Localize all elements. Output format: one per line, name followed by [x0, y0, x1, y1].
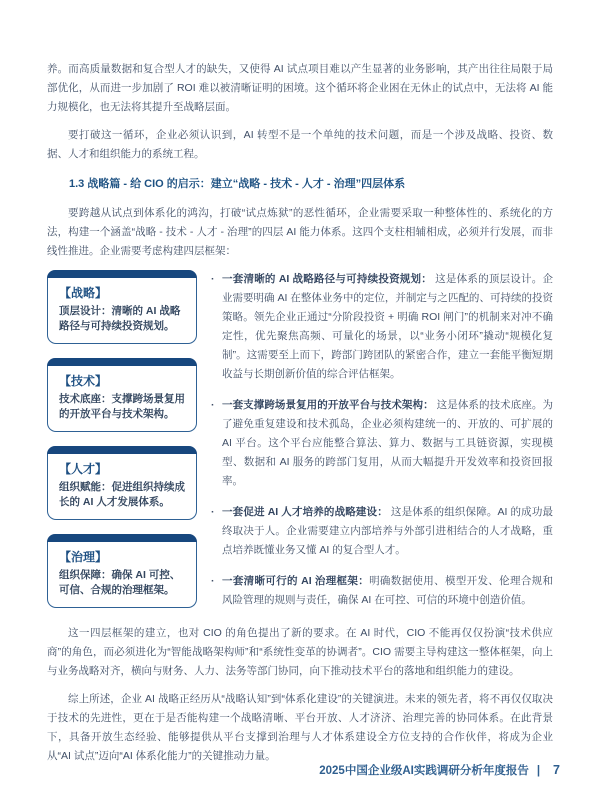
bullet-text [222, 503, 553, 560]
box-title: 【技术】 [59, 374, 108, 388]
bullet-marker: · [211, 399, 215, 411]
bullet-lead: 一套清晰可行的 AI 治理框架： [222, 575, 370, 587]
box-body [47, 278, 197, 344]
bullet-marker: · [211, 273, 215, 285]
box-description: 顶层设计：清晰的 AI 战略路径与可持续投资规划。 [59, 305, 181, 332]
footer-report-title: 2025中国企业级AI实践调研分析年度报告 [319, 765, 529, 777]
framework-diagram [47, 270, 553, 610]
box-top-bar [47, 270, 197, 278]
bullet-body: 这是体系的组织保障。AI 的成功最终取决于人。企业需要建立内部培养与外部引进相结合的人才战略，重点培养既懂业务又懂 AI 的复合型人才。 [222, 506, 553, 556]
box-body [47, 454, 197, 520]
bullet-body: 这是体系的技术底座。为了避免重复建设和技术孤岛，企业必须构建统一的、开放的、可扩展的 AI 平台。这个平台应能整合算法、算力、数据与工具链资源，实现模型、数据和 AI 服务的跨部门复用，从而大幅提升开发效率和投资回报率。 [222, 399, 554, 487]
box-body [47, 542, 197, 608]
box-description: 技术底座：支撑跨场景复用的开放平台与技术架构。 [59, 393, 185, 420]
footer-page-number: 7 [553, 763, 560, 777]
box-top-bar [47, 534, 197, 542]
bullet-body: 明确数据使用、模型开发、伦理合规和风险管理的规则与责任，确保 AI 在可控、可信的环境中创造价值。 [222, 575, 553, 606]
box-top-bar [47, 446, 197, 454]
section-heading: 1.3 战略篇 - 给 CIO 的启示：建立“战略 - 技术 - 人才 - 治理”四层体系 [69, 178, 406, 190]
paragraph-cio-role: 这一四层框架的建立，也对 CIO 的角色提出了新的要求。在 AI 时代，CIO 不能再仅仅扮演“技术供应商”的角色，而必须进化为“智能战略架构师”和“系统性变革的协调者”。CIO 需要主导构建这一整体框架，向上与业务战略对齐，横向与财务、人力、法务等部门协同，向下推动技术平台的落地和组织能力的建设。 [47, 627, 553, 677]
paragraph-break-cycle: 要打破这一循环，企业必须认识到，AI 转型不是一个单纯的技术问题，而是一个涉及战略、投资、数据、人才和组织能力的系统工程。 [47, 129, 553, 160]
paragraph-conclusion: 综上所述，企业 AI 战略正经历从“战略认知”到“体系化建设”的关键演进。未来的领先者，将不再仅仅取决于技术的先进性，更在于是否能构建一个战略清晰、平台开放、人才济济、治理完善的协同体系。在此背景下，具备开放生态经验、能够提供从平台支撑到治理与人才体系建设全方位支持的合作伙伴，将成为企业从“AI 试点”迈向“AI 体系化能力”的关键推动力量。 [47, 693, 553, 762]
page-footer [319, 762, 560, 779]
framework-box-strategy [47, 270, 197, 344]
framework-boxes [47, 270, 197, 610]
paragraph-bridge: 要跨越从试点到体系化的鸿沟，打破“试点炼狱”的恶性循环，企业需要采取一种整体性的、系统化的方法，构建一个涵盖“战略 - 技术 - 人才 - 治理”的四层 AI 能力体系。这四个支柱相辅相成，必须并行发展，而非线性推进。企业需要考虑构建四层框架： [47, 207, 553, 257]
bullet-text [222, 270, 553, 384]
bullet-text [222, 572, 553, 610]
bullet-item-technology [211, 396, 553, 491]
bullet-marker: · [211, 506, 215, 518]
framework-bullets [211, 270, 553, 610]
bullet-item-governance [211, 572, 553, 610]
box-body [47, 366, 197, 432]
bullet-lead: 一套促进 AI 人才培养的战略建设： [222, 506, 388, 518]
box-description: 组织保障：确保 AI 可控、可信、合规的治理框架。 [59, 569, 181, 596]
bullet-lead: 一套清晰的 AI 战略路径与可持续投资规划： [222, 273, 433, 285]
box-top-bar [47, 358, 197, 366]
bullet-marker: · [211, 575, 215, 587]
bullet-body: 这是体系的顶层设计。企业需要明确 AI 在整体业务中的定位，并制定与之匹配的、可持续的投资策略。领先企业正通过“分阶段投资 + 明确 ROI 闸门”的机制来对冲不确定性，优先聚焦高频、可量化的场景，以“业务小闭环”撬动“规模化复制”。这需要至上而下，跨部门跨团队的紧密合作，建立一套能平衡短期收益与长期创新价值的综合评估框架。 [222, 273, 553, 380]
framework-box-talent [47, 446, 197, 520]
box-title: 【治理】 [59, 550, 108, 564]
bullet-item-talent [211, 503, 553, 560]
bullet-text [222, 396, 553, 491]
bullet-lead: 一套支撑跨场景复用的开放平台与技术架构： [222, 399, 434, 411]
paragraph-continuation: 养。而高质量数据和复合型人才的缺失，又使得 AI 试点项目难以产生显著的业务影响，其产出往往局限于局部优化，从而进一步加剧了 ROI 难以被清晰证明的困境。这个循环将企业困在无休止的试点中，无法将 AI 能力规模化，也无法将其提升至战略层面。 [47, 63, 553, 113]
framework-box-technology [47, 358, 197, 432]
box-title: 【战略】 [59, 286, 108, 300]
framework-box-governance [47, 534, 197, 608]
box-title: 【人才】 [59, 462, 108, 476]
bullet-item-strategy [211, 270, 553, 384]
footer-divider: | [536, 765, 541, 777]
box-description: 组织赋能：促进组织持续成长的 AI 人才发展体系。 [59, 481, 185, 508]
